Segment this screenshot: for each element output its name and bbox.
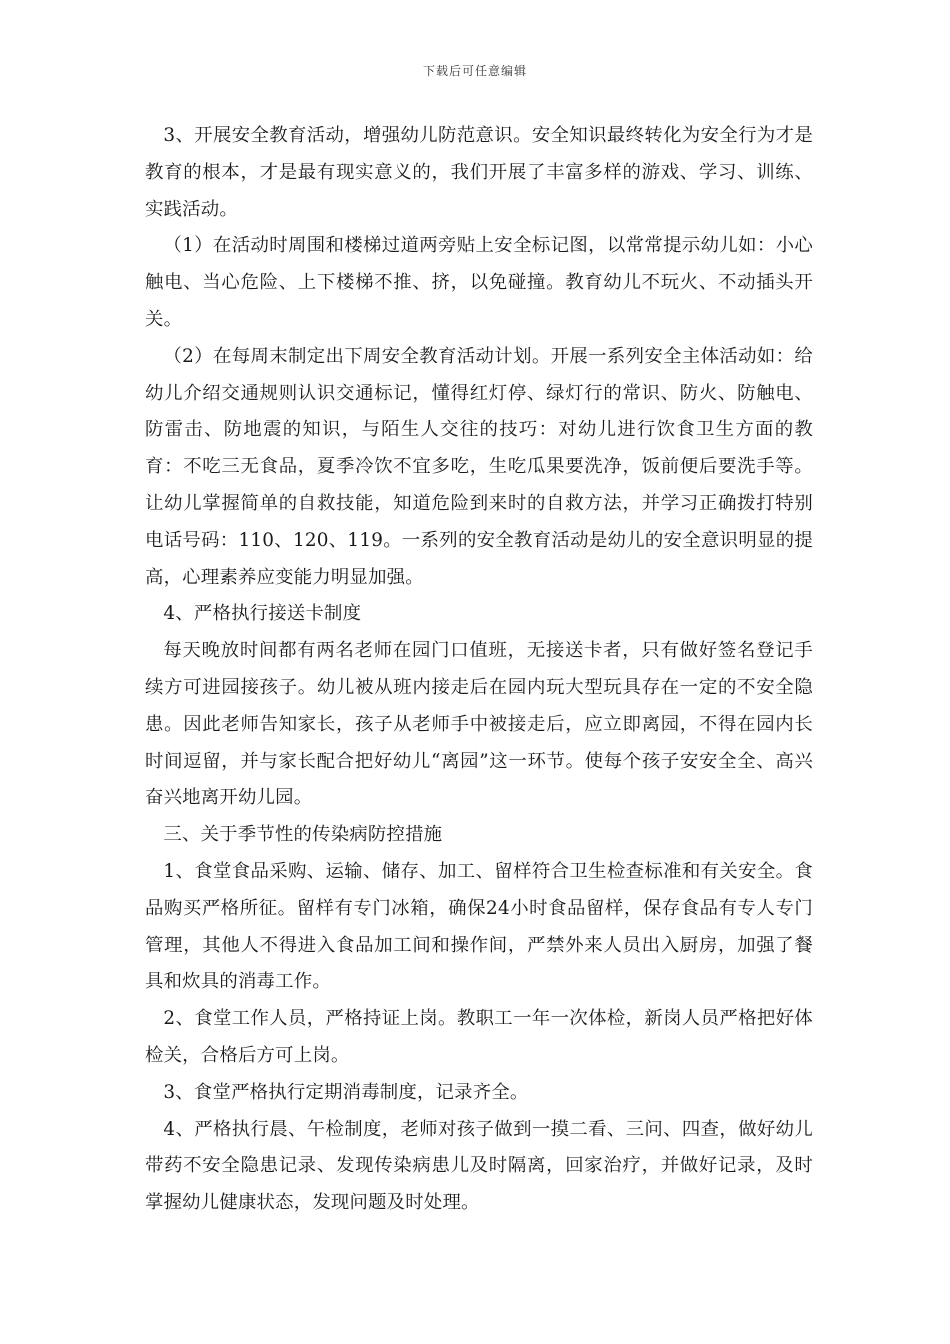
paragraph-morning-check: 4、严格执行晨、午检制度，老师对孩子做到一摸二看、三问、四查，做好幼儿带药不安全隐患记录、发现传染病患儿及时隔离，回家治疗，并做好记录，及时掌握幼儿健康状态，发现问题及时处理。 [145,1118,813,1214]
document-body [145,118,813,1222]
header-note: 下载后可任意编辑 [422,64,527,78]
paragraph-canteen-food: 1、食堂食品采购、运输、储存、加工、留样符合卫生检查标准和有关安全。食品购买严格所征。留样有专门冰箱，确保24小时食品留样，保存食品有专人专门管理，其他人不得进入食品加工间和操作间，严禁外来人员出入厨房，加强了餐具和炊具的消毒工作。 [145,860,813,993]
paragraph-canteen-staff: 2、食堂工作人员，严格持证上岗。教职工一年一次体检，新岗人员严格把好体检关，合格后方可上岗。 [145,1008,813,1066]
paragraph-safety-education: 3、开展安全教育活动，增强幼儿防范意识。安全知识最终转化为安全行为才是教育的根本，才是最有现实意义的，我们开展了丰富多样的游戏、学习、训练、实践活动。 [145,125,813,220]
paragraph-disinfection: 3、食堂严格执行定期消毒制度，记录齐全。 [163,1081,529,1103]
section-heading-seasonal-disease: 三、关于季节性的传染病防控措施 [163,824,443,846]
paragraph-weekly-plan: （2）在每周末制定出下周安全教育活动计划。开展一系列安全主体活动如：给幼儿介绍交通规则认识交通标记，懂得红灯停、绿灯行的常识、防火、防触电、防雷击、防地震的知识，与陌生人交往的技巧：对幼儿进行饮食卫生方面的教育：不吃三无食品，夏季冷饮不宜多吃，生吃瓜果要洗净，饭前便后要洗手等。让幼儿掌握简单的自救技能，知道危险到来时的自救方法，并学习正确拨打特别电话号码：110、120、119。一系列的安全教育活动是幼儿的安全意识明显的提高，心理素养应变能力明显加强。 [145,345,813,588]
paragraph-pickup-duty: 每天晚放时间都有两名老师在园门口值班，无接送卡者，只有做好签名登记手续方可进园接孩子。幼儿被从班内接走后在园内玩大型玩具存在一定的不安全隐患。因此老师告知家长，孩子从老师手中被接走后，应立即离园，不得在园内长时间逗留，并与家长配合把好幼儿“离园”这一环节。使每个孩子安安全全、高兴奋兴地离开幼儿园。 [145,640,813,809]
section-heading-pickup-card: 4、严格执行接送卡制度 [163,603,362,625]
paragraph-safety-signs: （1）在活动时周围和楼梯过道两旁贴上安全标记图，以常常提示幼儿如：小心触电、当心危险、上下楼梯不推、挤，以免碰撞。教育幼儿不玩火、不动插头开关。 [145,235,813,330]
